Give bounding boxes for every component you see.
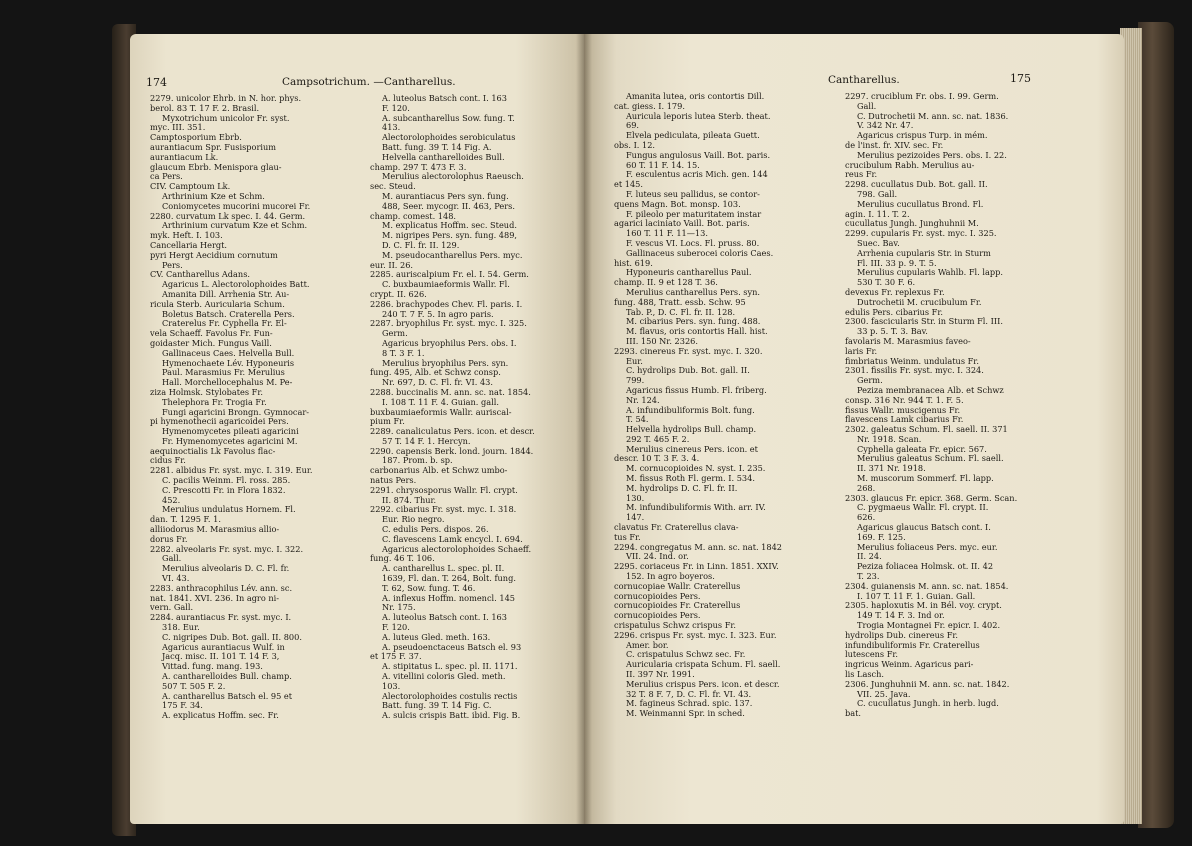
text-line: F. 120. bbox=[382, 103, 410, 113]
text-line: cidus Fr. bbox=[150, 456, 186, 466]
text-line: 452. bbox=[162, 495, 181, 505]
text-line: 60 T. 11 F. 14. 15. bbox=[626, 160, 700, 170]
text-line: 2285. auriscalpium Fr. el. I. 54. Germ. bbox=[370, 270, 529, 280]
text-line: Cancellaria Hergt. bbox=[150, 240, 228, 250]
text-line: 130. bbox=[626, 493, 645, 503]
text-line: agin. I. 11. T. 2. bbox=[845, 209, 910, 219]
text-line: 413. bbox=[382, 123, 401, 133]
text-line: F. esculentus acris Mich. gen. 144 bbox=[626, 170, 768, 180]
left-running-head: Campsotrichum. —Cantharellus. bbox=[282, 76, 456, 88]
text-line: Pers. bbox=[162, 260, 183, 270]
text-line: crispatulus Schwz crispus Fr. bbox=[614, 621, 737, 631]
text-line: V. 342 Nr. 47. bbox=[857, 121, 914, 131]
right-running-head: Cantharellus. bbox=[828, 74, 900, 86]
text-line: A. luteus Gled. meth. 163. bbox=[382, 632, 491, 642]
text-line: Boletus Batsch. Craterella Pers. bbox=[162, 309, 295, 319]
text-line: buxbaumiaeformis Wallr. auriscal- bbox=[370, 407, 512, 417]
text-line: C. nigripes Dub. Bot. gall. II. 800. bbox=[162, 632, 302, 642]
text-line: M. cornucopioides N. syst. I. 235. bbox=[626, 464, 766, 474]
text-line: Hymenomycetes pileati agaricini bbox=[162, 427, 299, 437]
text-line: champ. 297 T. 473 F. 3. bbox=[370, 162, 467, 172]
text-line: Helvella cantharelloides Bull. bbox=[382, 152, 505, 162]
text-line: Batt. fung. 39 T. 14 Fig. C. bbox=[382, 701, 492, 711]
text-line: Arthrinium curvatum Kze et Schm. bbox=[162, 221, 308, 231]
text-line: pium Fr. bbox=[370, 417, 405, 427]
text-line: flavescens Lamk cibarius Fr. bbox=[845, 415, 964, 425]
text-line: Merulius galeatus Schum. Fl. saell. bbox=[857, 454, 1004, 464]
text-line: aurantiacum Spr. Fusisporium bbox=[150, 142, 277, 152]
text-line: 2297. cruciblum Fr. obs. I. 99. Germ. bbox=[845, 92, 999, 101]
text-line: Nr. 697, D. C. Fl. fr. VI. 43. bbox=[382, 378, 493, 388]
text-line: CV. Cantharellus Adans. bbox=[150, 270, 250, 280]
text-line: 8 T. 3 F. 1. bbox=[382, 348, 425, 358]
text-line: crucibulum Rabh. Merulius au- bbox=[845, 160, 975, 170]
text-line: Agaricus alectorolophoides Schaeff. bbox=[382, 544, 532, 554]
text-line: eur. II. 26. bbox=[370, 260, 414, 270]
text-line: vern. Gall. bbox=[150, 603, 194, 613]
text-line: M. pseudocantharellus Pers. myc. bbox=[382, 250, 523, 260]
text-line: et 145. bbox=[614, 180, 643, 190]
text-line: 2302. galeatus Schum. Fl. saell. II. 371 bbox=[845, 425, 1008, 435]
text-line: III. 150 Nr. 2326. bbox=[626, 336, 698, 346]
text-line: Auricula leporis lutea Sterb. theat. bbox=[626, 111, 771, 121]
text-line: 2299. cupularis Fr. syst. myc. I. 325. bbox=[845, 229, 997, 239]
text-line: 2293. cinereus Fr. syst. myc. I. 320. bbox=[614, 346, 763, 356]
text-line: fung. 495, Alb. et Schwz consp. bbox=[370, 368, 501, 378]
text-line: vela Schaeff. Favolus Fr. Fun- bbox=[150, 329, 273, 339]
right-page-number: 175 bbox=[1010, 72, 1031, 85]
text-line: M. fissus Roth Fl. germ. I. 534. bbox=[626, 474, 755, 484]
text-line: edulis Pers. cibarius Fr. bbox=[845, 307, 943, 317]
text-line: Agaricus L. Alectorolophoides Batt. bbox=[162, 280, 310, 290]
text-line: cornucopioides Fr. Craterellus bbox=[614, 601, 741, 611]
text-line: Batt. fung. 39 T. 14 Fig. A. bbox=[382, 142, 492, 152]
text-line: aequinoctialis Lk Favolus flac- bbox=[150, 446, 276, 456]
text-line: Merulius bryophilus Pers. syn. bbox=[382, 358, 509, 368]
text-line: Thelephora Fr. Trogia Fr. bbox=[162, 397, 267, 407]
text-line: Vittad. fung. mang. 193. bbox=[162, 662, 263, 672]
text-line: Amer. bor. bbox=[626, 640, 669, 650]
text-line: Hall. Morchellocephalus M. Pe- bbox=[162, 378, 293, 388]
text-line: Nr. 124. bbox=[626, 395, 660, 405]
text-line: agarici laciniato Vaill. Bot. paris. bbox=[614, 219, 750, 229]
text-line: bat. bbox=[845, 709, 862, 719]
text-line: 2288. buccinalis M. ann. sc. nat. 1854. bbox=[370, 387, 531, 397]
text-line: obs. I. 12. bbox=[614, 140, 656, 150]
text-line: Elvela pediculata, pileata Guett. bbox=[626, 131, 760, 141]
text-line: A. inflexus Hoffm. nomencl. 145 bbox=[382, 593, 515, 603]
text-line: Merulius crispus Pers. icon. et descr. bbox=[626, 679, 780, 689]
text-line: fung. 488, Tratt. essb. Schw. 95 bbox=[614, 297, 746, 307]
text-line: ca Pers. bbox=[150, 172, 183, 182]
text-line: hydrolips Dub. cinereus Fr. bbox=[845, 630, 959, 640]
text-line: pi hymenothecii agaricoidei Pers. bbox=[150, 417, 289, 427]
text-line: M. explicatus Hoffm. sec. Steud. bbox=[382, 221, 517, 231]
text-line: cornucopioides Pers. bbox=[614, 611, 701, 621]
text-line: Agaricus fissus Humb. Fl. friberg. bbox=[626, 385, 767, 395]
text-line: 147. bbox=[626, 513, 645, 523]
text-line: Myxotrichum unicolor Fr. syst. bbox=[162, 113, 290, 123]
text-line: 530 T. 30 F. 6. bbox=[857, 278, 916, 288]
text-line: Amanita lutea, oris contortis Dill. bbox=[626, 92, 765, 101]
text-line: clavatus Fr. Craterellus clava- bbox=[614, 523, 739, 533]
text-line: Suec. Bav. bbox=[857, 238, 900, 248]
text-line: fissus Wallr. muscigenus Fr. bbox=[845, 405, 961, 415]
text-line: consp. 316 Nr. 944 T. 1. F. 5. bbox=[845, 395, 964, 405]
text-line: ricula Sterb. Auricularia Schum. bbox=[150, 299, 285, 309]
text-line: Nr. 1918. Scan. bbox=[857, 434, 922, 444]
text-line: Merulius alectorolophus Raeusch. bbox=[382, 172, 524, 182]
text-line: 1639, Fl. dan. T. 264, Bolt. fung. bbox=[382, 574, 516, 584]
text-line: C. hydrolips Dub. Bot. gall. II. bbox=[626, 366, 750, 376]
text-line: Craterelus Fr. Cyphella Fr. El- bbox=[162, 319, 287, 329]
text-line: M. muscorum Sommerf. Fl. lapp. bbox=[857, 474, 994, 484]
text-line: dorus Fr. bbox=[150, 534, 188, 544]
text-line: Agaricus bryophilus Pers. obs. I. bbox=[382, 338, 517, 348]
text-line: 2284. aurantiacus Fr. syst. myc. I. bbox=[150, 613, 292, 623]
text-line: 2291. chrysosporus Wallr. Fl. crypt. bbox=[370, 485, 518, 495]
text-line: Auricularia crispata Schum. Fl. saell. bbox=[626, 660, 781, 670]
text-line: II. 371 Nr. 1918. bbox=[857, 464, 926, 474]
text-line: Dutrochetii M. crucibulum Fr. bbox=[857, 297, 982, 307]
text-line: A. cantharellus Batsch el. 95 et bbox=[162, 691, 293, 701]
text-line: Helvella hydrolips Bull. champ. bbox=[626, 425, 757, 435]
book-cover-right bbox=[1138, 22, 1174, 828]
text-line: Merulius cantharellus Pers. syn. bbox=[626, 287, 760, 297]
text-line: Gallinaceus Caes. Helvella Bull. bbox=[162, 348, 295, 358]
text-line: Merulius foliaceus Pers. myc. eur. bbox=[857, 542, 998, 552]
text-line: 2305. haploxutis M. in Bél. voy. crypt. bbox=[845, 601, 1002, 611]
text-line: C. pacilis Weinm. Fl. ross. 285. bbox=[162, 476, 291, 486]
text-line: Alectorolophoides costulis rectis bbox=[382, 691, 518, 701]
text-line: nat. 1841. XVI. 236. In agro ni- bbox=[150, 593, 280, 603]
text-line: F. vescus VI. Locs. Fl. pruss. 80. bbox=[626, 238, 760, 248]
text-line: myk. Heft. I. 103. bbox=[150, 231, 223, 241]
text-line: dan. T. 1295 F. 1. bbox=[150, 515, 221, 525]
text-line: tus Fr. bbox=[614, 532, 641, 542]
text-line: Merulius pezizoides Pers. obs. I. 22. bbox=[857, 150, 1007, 160]
text-line: 2279. unicolor Ehrb. in N. hor. phys. bbox=[150, 94, 302, 103]
text-line: M. cibarius Pers. syn. fung. 488. bbox=[626, 317, 761, 327]
text-line: C. flavescens Lamk encycl. I. 694. bbox=[382, 534, 523, 544]
text-line: Gallinaceus suberocei coloris Caes. bbox=[626, 248, 774, 258]
text-line: laris Fr. bbox=[845, 346, 878, 356]
text-line: 103. bbox=[382, 681, 401, 691]
text-line: 69. bbox=[626, 121, 640, 131]
text-line: Agaricus crispus Turp. in mém. bbox=[857, 131, 988, 141]
text-line: champ. II. 9 et 128 T. 36. bbox=[614, 278, 718, 288]
text-line: C. crispatulus Schwz sec. Fr. bbox=[626, 650, 746, 660]
text-line: lis Lasch. bbox=[845, 670, 885, 680]
text-line: Merulius cinereus Pers. icon. et bbox=[626, 444, 758, 454]
right-column-1 bbox=[614, 92, 832, 719]
text-line: Gall. bbox=[857, 101, 877, 111]
text-line: 2290. capensis Berk. lond. journ. 1844. bbox=[370, 446, 534, 456]
text-line: lutescens Fr. bbox=[845, 650, 899, 660]
text-line: berol. 83 T. 17 F. 2. Brasil. bbox=[150, 103, 260, 113]
text-line: sec. Steud. bbox=[370, 182, 416, 192]
text-line: Eur. bbox=[626, 356, 643, 366]
text-line: hist. 619. bbox=[614, 258, 653, 268]
text-line: VII. 25. Java. bbox=[857, 689, 911, 699]
text-line: 626. bbox=[857, 513, 876, 523]
text-line: 32 T. 8 F. 7, D. C. Fl. fr. VI. 43. bbox=[626, 689, 752, 699]
text-line: A. luteolus Batsch cont. I. 163 bbox=[382, 94, 507, 103]
text-line: devexus Fr. replexus Fr. bbox=[845, 287, 945, 297]
text-line: M. hydrolips D. C. Fl. fr. II. bbox=[626, 483, 738, 493]
text-line: de l'inst. fr. XIV. sec. Fr. bbox=[845, 140, 944, 150]
text-line: T. 54. bbox=[626, 415, 649, 425]
text-line: A. explicatus Hoffm. sec. Fr. bbox=[162, 711, 279, 721]
text-line: Nr. 175. bbox=[382, 603, 416, 613]
text-line: C. Dutrochetii M. ann. sc. nat. 1836. bbox=[857, 111, 1009, 121]
text-line: cornucopiae Wallr. Craterellus bbox=[614, 581, 741, 591]
text-line: VII. 24. Ind. or. bbox=[626, 552, 689, 562]
text-line: M. Weinmanni Spr. in sched. bbox=[626, 709, 745, 719]
text-line: 318. Eur. bbox=[162, 623, 200, 633]
text-line: M. fagineus Schrad. spic. 137. bbox=[626, 699, 753, 709]
text-line: Fl. III. 33 p. 9. T. 5. bbox=[857, 258, 937, 268]
text-line: II. 24. bbox=[857, 552, 882, 562]
text-line: 507 T. 505 F. 2. bbox=[162, 681, 226, 691]
text-line: aurantiacum Lk. bbox=[150, 152, 219, 162]
text-line: 169. F. 125. bbox=[857, 532, 906, 542]
text-line: champ. comest. 148. bbox=[370, 211, 457, 221]
text-line: VI. 43. bbox=[162, 574, 190, 584]
text-line: II. 874. Thur. bbox=[382, 495, 437, 505]
text-line: C. buxbaumiaeformis Wallr. Fl. bbox=[382, 280, 510, 290]
text-line: M. nigripes Pers. syn. fung. 489, bbox=[382, 231, 518, 241]
text-line: et 175 F. 37. bbox=[370, 652, 422, 662]
text-line: Gall. bbox=[162, 554, 182, 564]
text-line: Tab. P., D. C. Fl. fr. II. 128. bbox=[626, 307, 736, 317]
text-line: Merulius alveolaris D. C. Fl. fr. bbox=[162, 564, 290, 574]
text-line: 57 T. 14 F. 1. Hercyn. bbox=[382, 436, 471, 446]
text-line: Arrhenia cupularis Str. in Sturm bbox=[857, 248, 991, 258]
text-line: I. 107 T. 11 F. 1. Guian. Gall. bbox=[857, 591, 976, 601]
text-line: 2295. coriaceus Fr. in Linn. 1851. XXIV. bbox=[614, 562, 779, 572]
text-line: Arthrinium Kze et Schm. bbox=[162, 191, 265, 201]
text-line: 187. Prom. b. sp. bbox=[382, 456, 453, 466]
text-line: A. pseudoenctaceus Batsch el. 93 bbox=[382, 642, 522, 652]
text-line: Peziza membranacea Alb. et Schwz bbox=[857, 385, 1004, 395]
text-line: descr. 10 T. 3 F. 3. 4. bbox=[614, 454, 700, 464]
text-line: quens Magn. Bot. monsp. 103. bbox=[614, 199, 741, 209]
text-line: 799. bbox=[626, 376, 645, 386]
text-line: Hymenochaete Lév. Hyponeuris bbox=[162, 358, 295, 368]
text-line: Hyponeuris cantharellus Paul. bbox=[626, 268, 752, 278]
text-line: T. 62, Sow. fung. T. 46. bbox=[382, 583, 476, 593]
text-line: Merulius cucullatus Brond. Fl. bbox=[857, 199, 984, 209]
text-line: A. vitellini coloris Gled. meth. bbox=[382, 672, 506, 682]
book-gutter bbox=[576, 34, 592, 824]
text-line: 268. bbox=[857, 483, 876, 493]
left-column-2 bbox=[370, 94, 578, 721]
text-line: F. 120. bbox=[382, 623, 410, 633]
text-line: 2286. brachypodes Chev. Fl. paris. I. bbox=[370, 299, 523, 309]
text-line: Agaricus glaucus Batsch cont. I. bbox=[857, 523, 991, 533]
text-line: Camptosporium Ebrb. bbox=[150, 133, 242, 143]
text-line: Merulius cupularis Wahlb. Fl. lapp. bbox=[857, 268, 1003, 278]
text-line: C. pygmaeus Wallr. Fl. crypt. II. bbox=[857, 503, 989, 513]
text-line: carbonarius Alb. et Schwz umbo- bbox=[370, 466, 508, 476]
text-line: Germ. bbox=[857, 376, 883, 386]
text-line: 149 T. 14 F. 3. Ind or. bbox=[857, 611, 945, 621]
text-line: alliiodorus M. Marasmius allio- bbox=[150, 525, 280, 535]
text-line: ziza Holmsk. Stylobates Fr. bbox=[150, 387, 263, 397]
text-line: 152. In agro boyeros. bbox=[626, 572, 715, 582]
text-line: I. 108 T. 11 F. 4. Guian. gall. bbox=[382, 397, 499, 407]
text-line: infundibuliformis Fr. Craterellus bbox=[845, 640, 980, 650]
text-line: A. cantharellus L. spec. pl. II. bbox=[382, 564, 505, 574]
text-line: A. infundibuliformis Bolt. fung. bbox=[626, 405, 755, 415]
text-line: 488, Seer. mycogr. II. 463, Pers. bbox=[382, 201, 515, 211]
text-line: myc. III. 351. bbox=[150, 123, 206, 133]
text-line: ingricus Weinm. Agaricus pari- bbox=[845, 660, 974, 670]
text-line: F. pileolo per maturitatem instar bbox=[626, 209, 762, 219]
text-line: 2304. guianensis M. ann. sc. nat. 1854. bbox=[845, 581, 1009, 591]
text-line: A. sulcis crispis Batt. ibid. Fig. B. bbox=[382, 711, 521, 721]
text-line: natus Pers. bbox=[370, 476, 417, 486]
text-line: Agaricus aurantiacus Wulf. in bbox=[162, 642, 285, 652]
text-line: F. luteus seu pallidus, se contor- bbox=[626, 189, 760, 199]
text-line: Eur. Rio negro. bbox=[382, 515, 445, 525]
text-line: favolaris M. Marasmius faveo- bbox=[845, 336, 971, 346]
text-line: 798. Gall. bbox=[857, 189, 898, 199]
text-line: fimbriatus Weinm. undulatus Fr. bbox=[845, 356, 979, 366]
text-line: C. edulis Pers. dispos. 26. bbox=[382, 525, 489, 535]
text-line: Germ. bbox=[382, 329, 408, 339]
text-line: goidaster Mich. Fungus Vaill. bbox=[150, 338, 272, 348]
text-line: Merulius undulatus Hornem. Fl. bbox=[162, 505, 296, 515]
text-line: Jacq. misc. II. 101 T. 14 F. 3, bbox=[162, 652, 280, 662]
left-page-number: 174 bbox=[146, 76, 167, 89]
text-line: Cyphella galeata Fr. epicr. 567. bbox=[857, 444, 987, 454]
right-column-2 bbox=[845, 92, 1071, 719]
text-line: A. stipitatus L. spec. pl. II. 1171. bbox=[382, 662, 518, 672]
text-line: Fungus angulosus Vaill. Bot. paris. bbox=[626, 150, 771, 160]
text-line: 2281. albidus Fr. syst. myc. I. 319. Eur. bbox=[150, 466, 313, 476]
text-line: Amanita Dill. Arrhenia Str. Au- bbox=[162, 289, 290, 299]
text-line: D. C. Fl. fr. II. 129. bbox=[382, 240, 460, 250]
text-line: 2282. alveolaris Fr. syst. myc. I. 322. bbox=[150, 544, 304, 554]
left-column-1 bbox=[150, 94, 362, 721]
text-line: cucullatus Jungh. Junghuhnii M. bbox=[845, 219, 979, 229]
text-line: pyri Hergt Aecidium cornutum bbox=[150, 250, 278, 260]
text-line: cat. giess. I. 179. bbox=[614, 101, 685, 111]
text-line: Alectorolophoides serobiculatus bbox=[382, 133, 516, 143]
text-line: reus Fr. bbox=[845, 170, 878, 180]
text-line: 2287. bryophilus Fr. syst. myc. I. 325. bbox=[370, 319, 527, 329]
text-line: fung. 46 T. 106. bbox=[370, 554, 435, 564]
text-line: Coniomycetes mucorini mucorei Fr. bbox=[162, 201, 311, 211]
text-line: A. subcantharellus Sow. fung. T. bbox=[382, 113, 515, 123]
text-line: 2283. anthracophilus Lév. ann. sc. bbox=[150, 583, 293, 593]
text-line: M. aurantiacus Pers syn. fung. bbox=[382, 191, 509, 201]
text-line: 2280. curvatum Lk spec. I. 44. Germ. bbox=[150, 211, 306, 221]
text-line: 2300. fascicularis Str. in Sturm Fl. III. bbox=[845, 317, 1003, 327]
text-line: Paul. Marasmius Fr. Merulius bbox=[162, 368, 285, 378]
text-line: II. 397 Nr. 1991. bbox=[626, 670, 695, 680]
text-line: Trogia Montagnei Fr. epicr. I. 402. bbox=[857, 621, 1001, 631]
text-line: 2306. Junghuhnii M. ann. sc. nat. 1842. bbox=[845, 679, 1010, 689]
text-line: 160 T. 11 F. 11—13. bbox=[626, 229, 708, 239]
text-line: Fungi agaricini Brongn. Gymnocar- bbox=[162, 407, 310, 417]
text-line: cornucopioides Pers. bbox=[614, 591, 701, 601]
text-line: A. cantharelloides Bull. champ. bbox=[162, 672, 292, 682]
text-line: crypt. II. 626. bbox=[370, 289, 427, 299]
text-line: 2298. cucullatus Dub. Bot. gall. II. bbox=[845, 180, 988, 190]
text-line: Peziza foliacea Holmsk. ot. II. 42 bbox=[857, 562, 994, 572]
text-line: 2301. fissilis Fr. syst. myc. I. 324. bbox=[845, 366, 984, 376]
text-line: 2289. canaliculatus Pers. icon. et descr. bbox=[370, 427, 535, 437]
text-line: M. infundibuliformis With. arr. IV. bbox=[626, 503, 766, 513]
text-line: C. Prescotti Fr. in Flora 1832. bbox=[162, 485, 286, 495]
text-line: C. cucullatus Jungh. in herb. lugd. bbox=[857, 699, 999, 709]
text-line: 2303. glaucus Fr. epicr. 368. Germ. Scan. bbox=[845, 493, 1018, 503]
text-line: Fr. Hymenomycetes agaricini M. bbox=[162, 436, 298, 446]
text-line: 2296. crispus Fr. syst. myc. I. 323. Eur. bbox=[614, 630, 777, 640]
text-line: 2292. cibarius Fr. syst. myc. I. 318. bbox=[370, 505, 517, 515]
text-line: T. 23. bbox=[857, 572, 880, 582]
text-line: M. flavus, oris contortis Hall. hist. bbox=[626, 327, 768, 337]
text-line: 240 T. 7 F. 5. In agro paris. bbox=[382, 309, 494, 319]
text-line: 292 T. 465 F. 2. bbox=[626, 434, 690, 444]
text-line: 175 F. 34. bbox=[162, 701, 203, 711]
text-line: glaucum Ebrb. Menispora glau- bbox=[150, 162, 282, 172]
text-line: 2294. congregatus M. ann. sc. nat. 1842 bbox=[614, 542, 783, 552]
text-line: A. luteolus Batsch cont. I. 163 bbox=[382, 613, 507, 623]
text-line: CIV. Camptoum Lk. bbox=[150, 182, 231, 192]
text-line: 33 p. 5. T. 3. Bav. bbox=[857, 327, 928, 337]
